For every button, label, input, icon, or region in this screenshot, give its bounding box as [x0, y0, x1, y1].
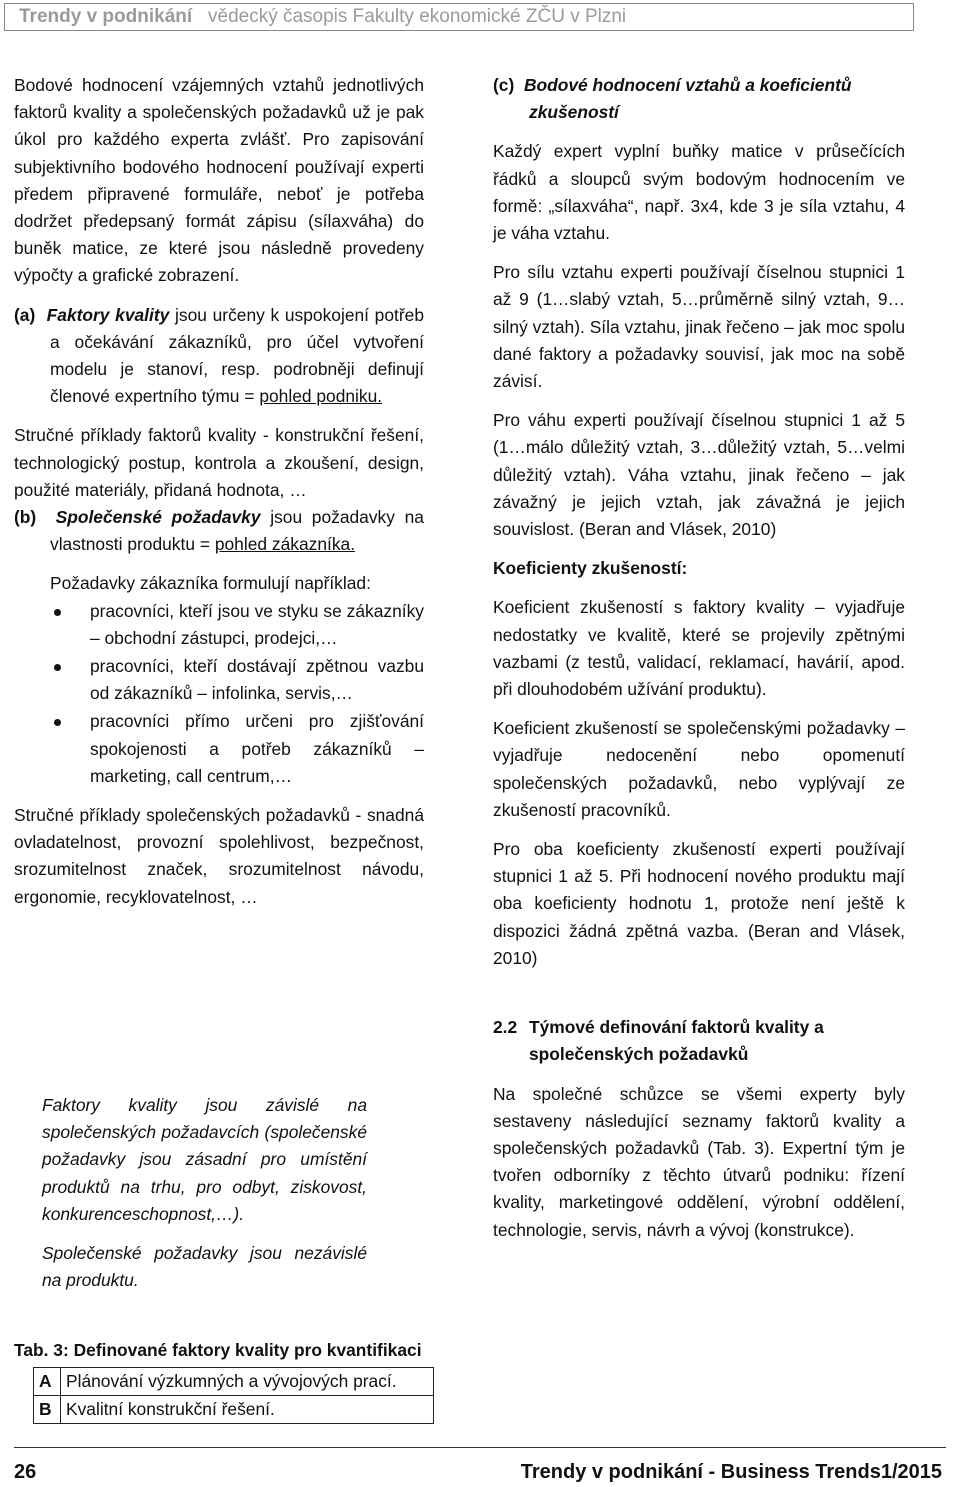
left-paragraph-3: Stručné příklady společenských požadavků - snadná ovladatelnost, provozní spolehlivost, bezpečnost, srozumitelnost značek, srozumitelnost návodu, ergonomie, recyklovatelnost, …	[14, 805, 424, 907]
right-paragraph-4: Koeficient zkušeností s faktory kvality – vyjadřuje nedostatky ve kvalitě, které se projevily zpětnými vazbami (z testů, validací, reklamací, havárií, apod. při dlouhodobém užívání produktu).	[493, 597, 905, 700]
left-column	[14, 72, 424, 911]
coefficients-heading: Koeficienty zkušeností:	[493, 558, 688, 579]
table-row	[34, 1396, 434, 1424]
right-paragraph-6: Pro oba koeficienty zkušeností experti používají stupnici 1 až 5. Při hodnocení nového produktu mají oba koeficienty hodnotu 1, protože není ještě k dispozici žádná zpětná vazba. (Beran and Vlásek, 2010)	[493, 839, 905, 968]
right-paragraph-3: Pro váhu experti používají číselnou stupnici 1 až 5 (1…málo důležitý vztah, 3…důležitý vztah, 5…velmi důležitý vztah). Váha vztahu, jinak řečeno – jak závažný je jejich vztah, jak závažná je jejich souvislost. (Beran and Vlásek, 2010)	[493, 410, 905, 540]
quote-paragraph-1: Faktory kvality jsou závislé na společenských požadavcích (společenské požadavky jsou zásadní pro umístění produktů na trhu, pro odbyt, ziskovost, konkurenceschopnost,…).	[42, 1095, 367, 1224]
item-b-link: pohled zákazníka.	[214, 534, 356, 555]
item-c-label: (c)	[493, 75, 515, 95]
table-cell-value: Kvalitní konstrukční řešení.	[61, 1396, 434, 1424]
left-paragraph-2: Stručné příklady faktorů kvality - konstrukční řešení, technologický postup, kontrola a zkoušení, design, použité materiály, přidaná hodnota, …	[14, 425, 424, 500]
table-cell-key: A	[34, 1368, 61, 1396]
bullet-icon	[54, 664, 61, 671]
footer-divider	[14, 1447, 946, 1448]
list-intro: Požadavky zákazníka formulují například:	[50, 573, 371, 594]
right-column	[493, 72, 905, 1244]
item-b	[14, 504, 424, 558]
item-a-term: Faktory kvality	[46, 304, 170, 325]
right-paragraph-5: Koeficient zkušeností se společenskými požadavky – vyjadřuje nedocenění nebo opomenutí společenských požadavků, nebo vyplývají ze zkušeností pracovníků.	[493, 718, 905, 820]
bullet-icon	[54, 609, 61, 616]
quote-block	[42, 1092, 367, 1294]
table-row	[34, 1368, 434, 1396]
list-item: pracovníci přímo určeni pro zjišťování spokojenosti a potřeb zákazníků – marketing, call centrum,…	[54, 708, 424, 790]
bullet-list	[14, 598, 424, 790]
journal-header	[4, 3, 914, 31]
section-number: 2.2	[493, 1017, 518, 1038]
item-c-heading	[493, 72, 905, 126]
item-a-link: pohled podniku.	[259, 386, 383, 407]
item-a-label: (a)	[14, 304, 36, 325]
page-number: 26	[14, 1461, 37, 1483]
header-subtitle: vědecký časopis Fakulty ekonomické ZČU v Plzni	[208, 6, 627, 27]
list-item: pracovníci, kteří jsou ve styku se zákazníky – obchodní zástupci, prodejci,…	[54, 598, 424, 652]
table-cell-key: B	[34, 1396, 61, 1424]
section-title: Týmové definování faktorů kvality a společenských požadavků	[529, 1017, 824, 1065]
factors-table	[33, 1367, 434, 1424]
right-paragraph-2: Pro sílu vztahu experti používají číselnou stupnici 1 až 9 (1…slabý vztah, 5…průměrně silný vztah, 9…silný vztah). Síla vztahu, jinak řečeno – jak moc spolu dané faktory a požadavky souvisí, jak moc na sobě závisí.	[493, 262, 905, 392]
item-a	[14, 302, 424, 411]
section-heading	[493, 1014, 905, 1068]
item-c-title: Bodové hodnocení vztahů a koeficientů zkušeností	[523, 75, 852, 123]
bullet-icon	[54, 719, 61, 726]
item-a-text: jsou určeny k uspokojení potřeb a očekávání zákazníků, pro účel vytvoření modelu je stanoví, resp. podrobněji definují členové expertního týmu =	[50, 304, 424, 407]
footer-journal: Trendy v podnikání - Business Trends1/2015	[520, 1461, 942, 1483]
table-cell-value: Plánování výzkumných a vývojových prací.	[61, 1368, 434, 1396]
table-caption: Tab. 3: Definované faktory kvality pro kvantifikaci	[14, 1340, 422, 1360]
right-paragraph-7: Na společné schůzce se všemi experty byly sestaveny následující seznamy faktorů kvality a společenských požadavků (Tab. 3). Expertní tým je tvořen odborníky z těchto útvarů podniku: řízení kvality, marketingové oddělení, výrobní oddělení, technologie, servis, návrh a vývoj (konstrukce).	[493, 1083, 905, 1240]
item-b-term: Společenské požadavky	[55, 507, 261, 528]
quote-paragraph-2: Společenské požadavky jsou nezávislé na produktu.	[42, 1243, 367, 1291]
item-b-label: (b)	[14, 507, 37, 528]
header-title: Trendy v podnikání	[19, 6, 193, 27]
item-b-text: jsou požadavky na vlastnosti produktu =	[50, 507, 424, 555]
list-item: pracovníci, kteří dostávají zpětnou vazbu od zákazníků – infolinka, servis,…	[54, 653, 424, 707]
left-paragraph-1: Bodové hodnocení vzájemných vztahů jednotlivých faktorů kvality a společenských požadavků už je pak úkol pro každého experta zvlášť. Pro zapisování subjektivního bodového hodnocení používají experti předem připravené formuláře, neboť je potřeba dodržet předepsaný formát zápisu (sílaxváha) do buněk matice, ze které jsou následně provedeny výpočty a grafické zobrazení.	[14, 75, 424, 286]
right-paragraph-1: Každý expert vyplní buňky matice v průsečících řádků a sloupců svým bodovým hodnocením ve formě: „sílaxváha“, např. 3x4, kde 3 je síla vztahu, 4 je váha vztahu.	[493, 141, 905, 244]
